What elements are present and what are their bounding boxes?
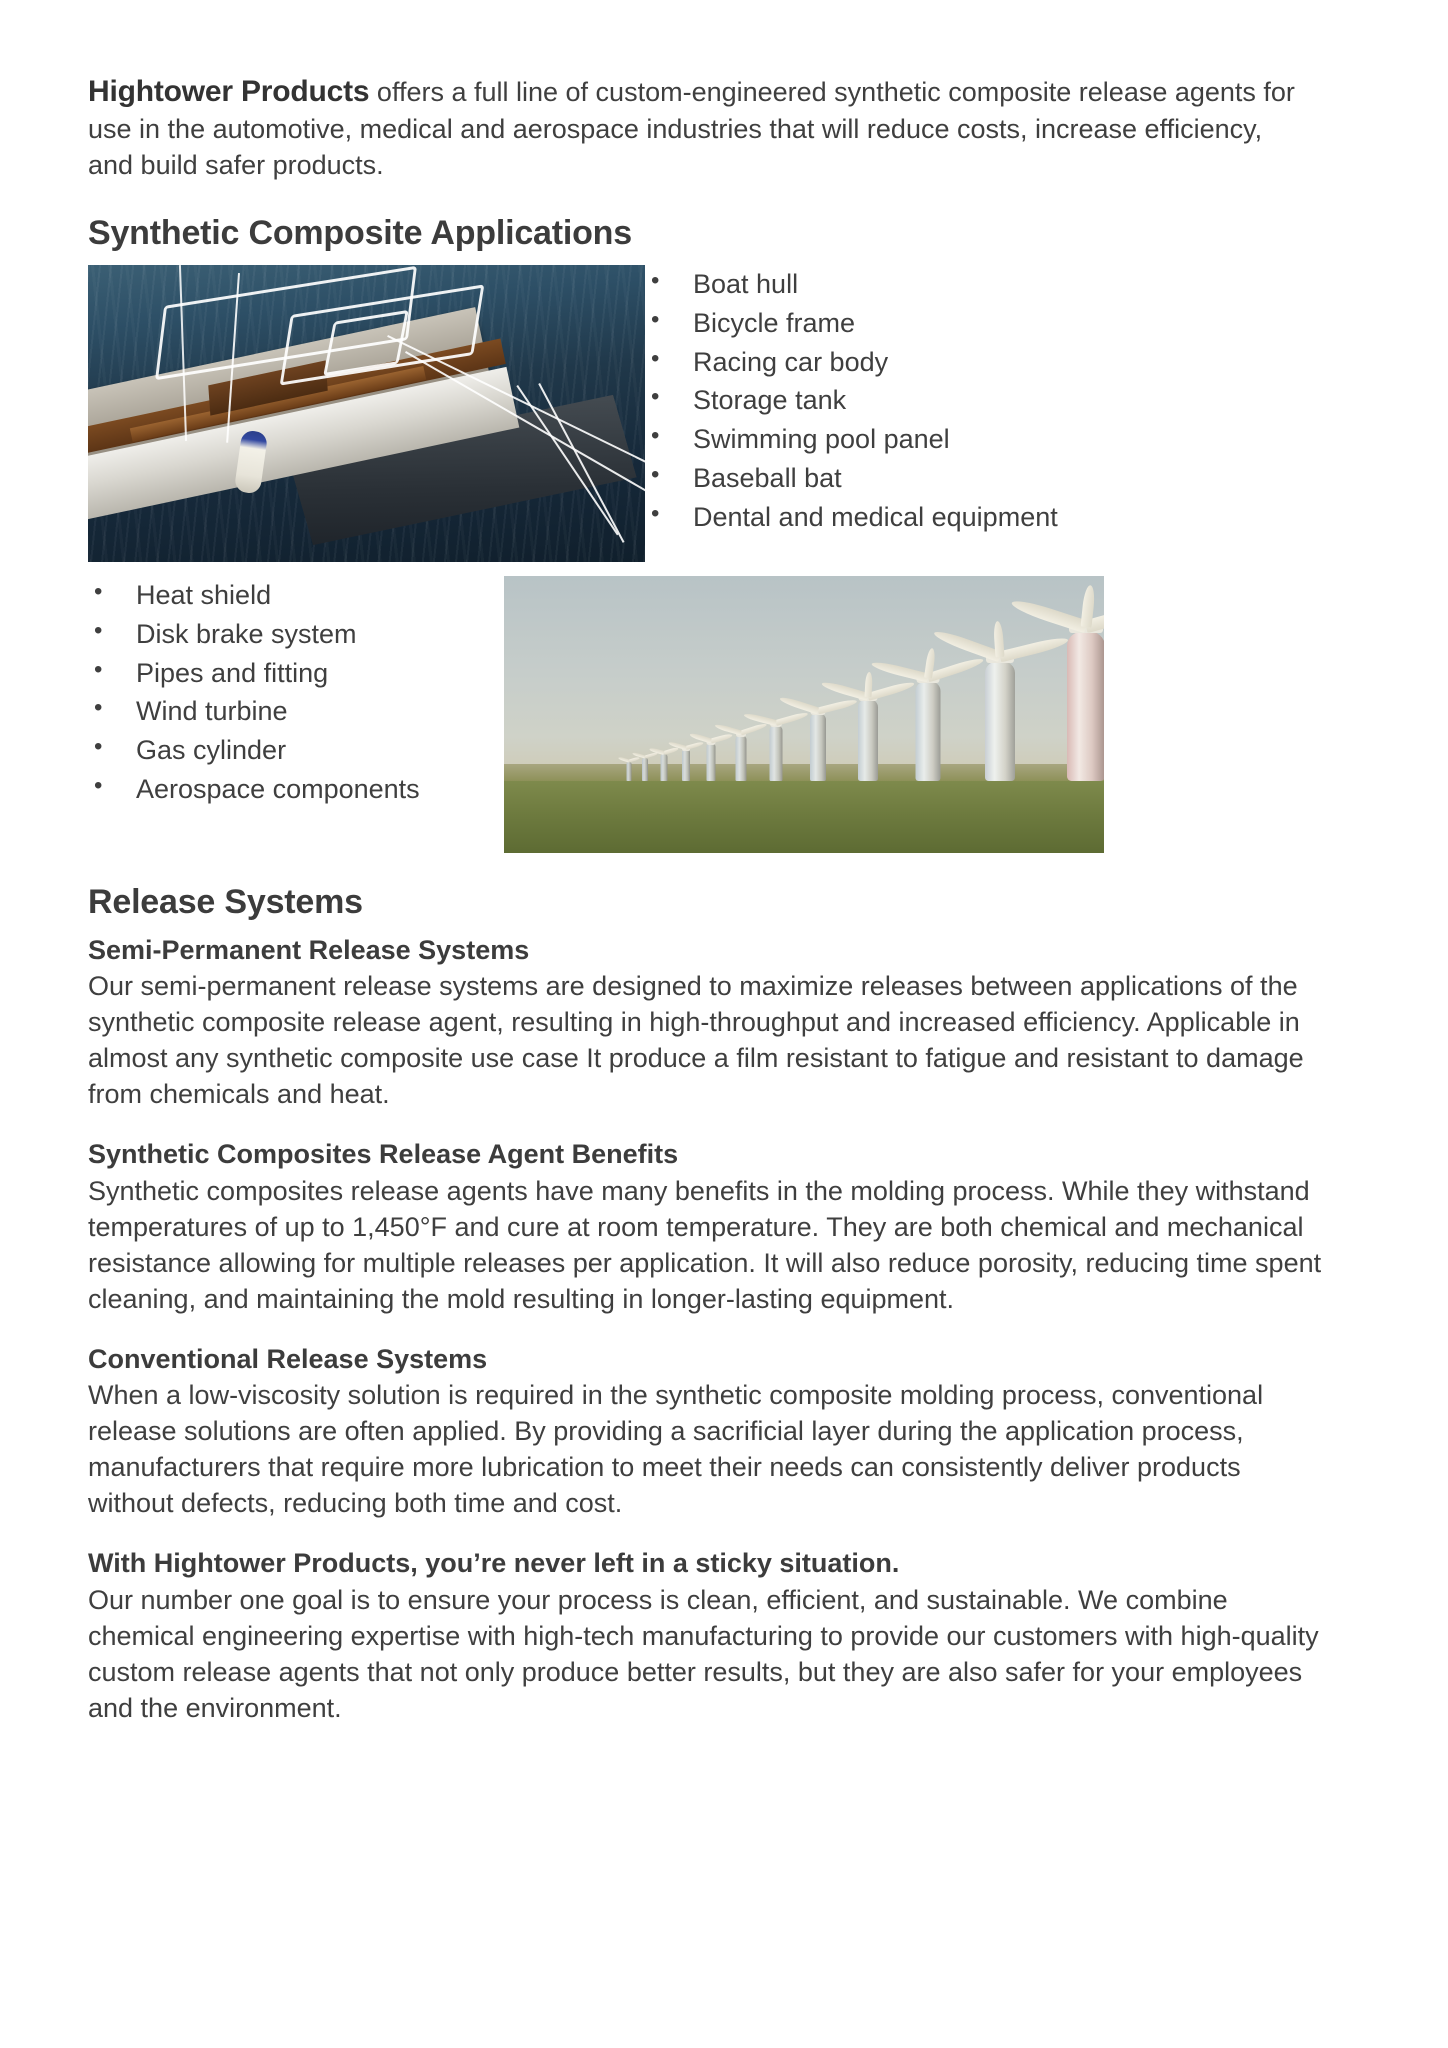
- list-item: [88, 692, 420, 731]
- turbine-tower: [660, 754, 667, 781]
- turbine-tower: [642, 758, 648, 781]
- list-item-label: Boat hull: [693, 268, 799, 299]
- turbine-tower: [1067, 631, 1104, 781]
- list-item: [645, 265, 1058, 304]
- applications-row-bottom: [88, 576, 1360, 853]
- turbine-tower: [810, 713, 826, 781]
- company-name: Hightower Products: [88, 75, 370, 108]
- list-item: [645, 459, 1058, 498]
- list-item-label: Storage tank: [693, 385, 847, 416]
- list-item-label: Wind turbine: [136, 696, 288, 727]
- list-item-label: Baseball bat: [693, 463, 842, 494]
- conventional-paragraph: When a low-viscosity solution is required in the synthetic composite molding process, conventional release solutions are often applied. By providing a sacrificial layer during the application process, manufacturers that require more lubrication to meet their needs can consistently deliver products without defects, reducing both time and cost.: [88, 1380, 1264, 1519]
- list-item-label: Swimming pool panel: [693, 424, 950, 455]
- list-item-label: Racing car body: [693, 346, 889, 377]
- list-item-label: Bicycle frame: [693, 307, 856, 338]
- applications-heading: Synthetic Composite Applications: [88, 213, 632, 252]
- intro-text: offers a full line of custom-engineered synthetic composite release agents for use in the automotive, medical and aerospace industries that will reduce costs, increase efficiency, and build safer products.: [88, 77, 1295, 180]
- turbine-tower: [626, 762, 631, 781]
- list-item: [88, 731, 420, 770]
- list-item-label: Heat shield: [136, 579, 272, 610]
- turbine-tower: [682, 749, 690, 781]
- applications-list-right: [645, 265, 1058, 537]
- intro-paragraph: [88, 72, 1303, 184]
- applications-row-top: [88, 265, 1360, 562]
- list-item: [645, 343, 1058, 382]
- list-item-label: Aerospace components: [136, 774, 420, 805]
- release-systems-heading: Release Systems: [88, 882, 363, 921]
- sailboat-image: [88, 265, 645, 562]
- list-item: [88, 770, 420, 809]
- list-item: [88, 615, 420, 654]
- list-item-label: Pipes and fitting: [136, 657, 329, 688]
- turbine-tower: [706, 743, 715, 781]
- list-item: [645, 498, 1058, 537]
- turbine-tower: [735, 735, 746, 781]
- turbine-tower: [769, 725, 782, 781]
- applications-list-left: [88, 576, 420, 809]
- turbine-tower: [858, 699, 878, 781]
- list-item-label: Dental and medical equipment: [693, 502, 1058, 533]
- closing-heading: With Hightower Products, you’re never left in a sticky situation.: [88, 1548, 900, 1579]
- turbine-tower: [915, 681, 940, 781]
- list-item: [645, 420, 1058, 459]
- closing-paragraph: Our number one goal is to ensure your process is clean, efficient, and sustainable. We combine chemical engineering expertise with high-tech manufacturing to provide our customers with high-quality custom release agents that not only produce better results, but they are also safer for your employees and the environment.: [88, 1584, 1319, 1723]
- list-item: [88, 576, 420, 615]
- semi-permanent-paragraph: Our semi-permanent release systems are designed to maximize releases between applications of the synthetic composite release agent, resulting in high-throughput and increased efficiency. Applicable in almost any synthetic composite use case It produce a film resistant to fatigue and resistant to damage from chemicals and heat.: [88, 971, 1304, 1110]
- benefits-heading: Synthetic Composites Release Agent Benefits: [88, 1139, 679, 1170]
- semi-permanent-heading: Semi-Permanent Release Systems: [88, 934, 530, 965]
- list-item: [645, 381, 1058, 420]
- benefits-paragraph: Synthetic composites release agents have many benefits in the molding process. While they withstand temperatures of up to 1,450°F and cure at room temperature. They are both chemical and mechanical resistance allowing for multiple releases per application. It will also reduce porosity, reducing time spent cleaning, and maintaining the mold resulting in longer-lasting equipment.: [88, 1175, 1322, 1314]
- conventional-heading: Conventional Release Systems: [88, 1343, 488, 1374]
- wind-turbine-image: [504, 576, 1104, 853]
- turbine-tower: [985, 661, 1015, 781]
- list-item-label: Gas cylinder: [136, 735, 287, 766]
- grass-field: [504, 781, 1104, 853]
- list-item-label: Disk brake system: [136, 618, 357, 649]
- list-item: [645, 304, 1058, 343]
- turbine-blade: [864, 672, 872, 697]
- list-item: [88, 654, 420, 693]
